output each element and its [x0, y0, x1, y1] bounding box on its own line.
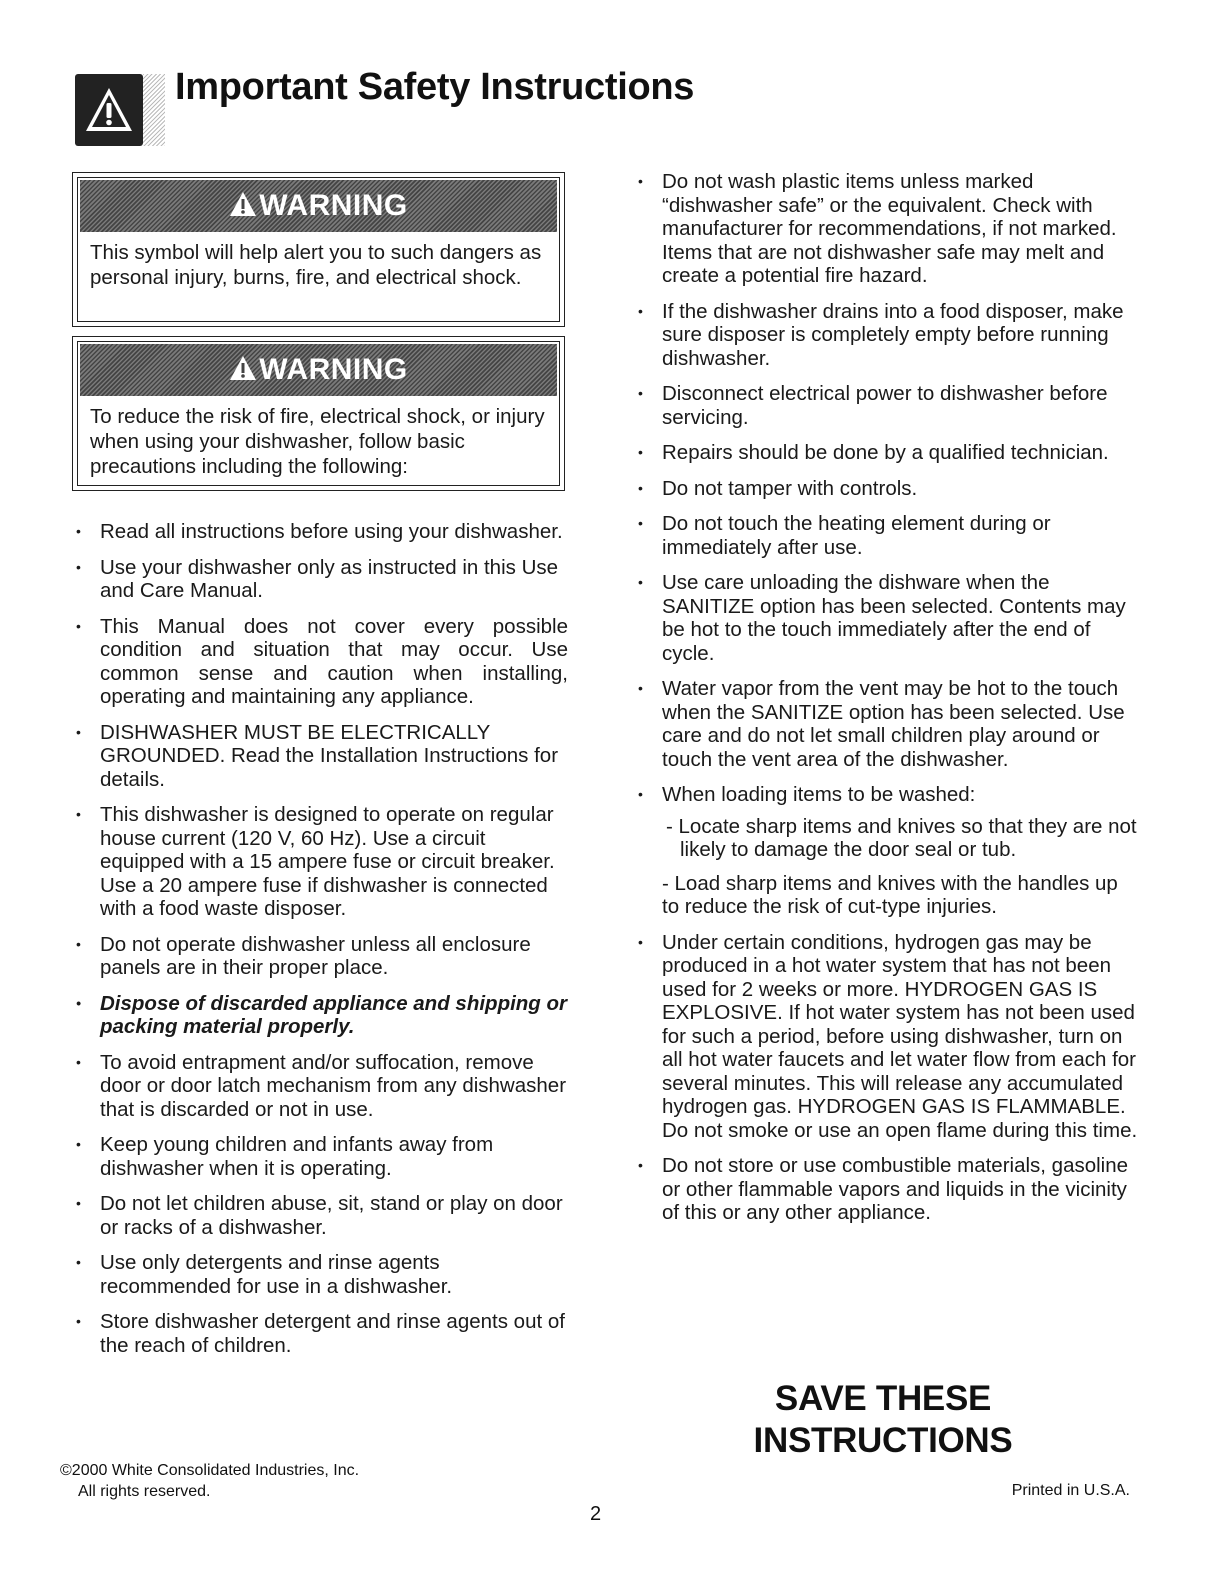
list-item: • If the dishwasher drains into a food disposer, make sure disposer is completely empty before running dishwasher. — [638, 300, 1138, 371]
left-column — [76, 520, 568, 1369]
list-item-loading — [638, 783, 1138, 919]
list-item: • Read all instructions before using your dishwasher. — [76, 520, 568, 544]
list-item: • To avoid entrapment and/or suffocation, remove door or door latch mechanism from any dishwasher that is discarded or not in use. — [76, 1051, 568, 1122]
list-item: • Do not wash plastic items unless marked “dishwasher safe” or the equivalent. Check with manufacturer for recommendations, if not marked. Items that are not dishwasher safe may melt and create a potential fire hazard. — [638, 170, 1138, 288]
sub-list — [662, 814, 1138, 919]
warning-label: WARNING — [259, 353, 408, 386]
icon-shadow — [143, 74, 165, 146]
save-line-2: INSTRUCTIONS — [753, 1421, 1013, 1460]
list-item: • Keep young children and infants away from dishwasher when it is operating. — [76, 1133, 568, 1180]
list-item: • Disconnect electrical power to dishwasher before servicing. — [638, 382, 1138, 429]
list-item: • DISHWASHER MUST BE ELECTRICALLY GROUNDED. Read the Installation Instructions for details. — [76, 721, 568, 792]
warning-banner — [80, 344, 557, 396]
list-item: • Repairs should be done by a qualified technician. — [638, 441, 1138, 465]
warning-triangle-icon — [75, 74, 143, 146]
warning-box-symbol — [72, 172, 565, 327]
list-item: • Water vapor from the vent may be hot to the touch when the SANITIZE option has been selected. Use care and do not let small children play around or touch the vent area of the dishwasher. — [638, 677, 1138, 771]
list-item: • Dispose of discarded appliance and shipping or packing material properly. — [76, 992, 568, 1039]
warning-label: WARNING — [259, 189, 408, 222]
page-header — [75, 66, 775, 156]
list-item: • Do not tamper with controls. — [638, 477, 1138, 501]
save-instructions-heading — [718, 1378, 1048, 1462]
warning-banner — [80, 180, 557, 232]
list-item: • Do not store or use combustible materials, gasoline or other flammable vapors and liquids in the vicinity of this or any other appliance. — [638, 1154, 1138, 1225]
printed-in: Printed in U.S.A. — [1011, 1482, 1130, 1499]
rights-line: All rights reserved. — [78, 1483, 211, 1500]
list-item: • This Manual does not cover every possible condition and situation that may occur. Use common sense and caution when installing, operating and maintaining any appliance. — [76, 615, 568, 709]
right-column — [638, 170, 1138, 1237]
list-item: • Do not operate dishwasher unless all enclosure panels are in their proper place. — [76, 933, 568, 980]
sub-item: - Load sharp items and knives with the handles up to reduce the risk of cut-type injuries. — [662, 871, 1118, 918]
sub-item: - Locate sharp items and knives so that they are not likely to damage the door seal or tub. — [666, 814, 1137, 861]
page-number: 2 — [590, 1503, 602, 1525]
warning-alert-icon — [229, 355, 257, 386]
list-item: • Under certain conditions, hydrogen gas may be produced in a hot water system that has not been used for 2 weeks or more. HYDROGEN GAS IS EXPLOSIVE. If hot water system has not been used for such a period, before using dishwasher, turn on all hot water faucets and let water flow from each for several minutes. This will release any accumulated hydrogen gas. HYDROGEN GAS IS FLAMMABLE. Do not smoke or use an open flame during this time. — [638, 931, 1138, 1143]
list-item: • This dishwasher is designed to operate on regular house current (120 V, 60 Hz). Use a circuit equipped with a 15 ampere fuse or circuit breaker. Use a 20 ampere fuse if dishwasher is connected with a food waste disposer. — [76, 803, 568, 921]
list-item-text: When loading items to be washed: — [662, 783, 976, 806]
copyright-notice — [60, 1460, 359, 1502]
page-title: Important Safety Instructions — [175, 66, 695, 108]
list-item: • Use care unloading the dishware when the SANITIZE option has been selected. Contents may be hot to the touch immediately after the end of cycle. — [638, 571, 1138, 665]
warning-text: To reduce the risk of fire, electrical shock, or injury when using your dishwasher, follow basic precautions including the following: — [90, 405, 545, 478]
warning-text: This symbol will help alert you to such dangers as personal injury, burns, fire, and electrical shock. — [90, 241, 542, 289]
list-item: • Do not let children abuse, sit, stand or play on door or racks of a dishwasher. — [76, 1192, 568, 1239]
save-line-1: SAVE THESE — [774, 1379, 992, 1418]
warning-box-precautions — [72, 336, 565, 491]
list-item: • Use only detergents and rinse agents recommended for use in a dishwasher. — [76, 1251, 568, 1298]
warning-alert-icon — [229, 191, 257, 222]
list-item: • Do not touch the heating element during or immediately after use. — [638, 512, 1138, 559]
copyright-line: ©2000 White Consolidated Industries, Inc. — [60, 1462, 360, 1479]
list-item: • Use your dishwasher only as instructed in this Use and Care Manual. — [76, 556, 568, 603]
list-item: • Store dishwasher detergent and rinse agents out of the reach of children. — [76, 1310, 568, 1357]
